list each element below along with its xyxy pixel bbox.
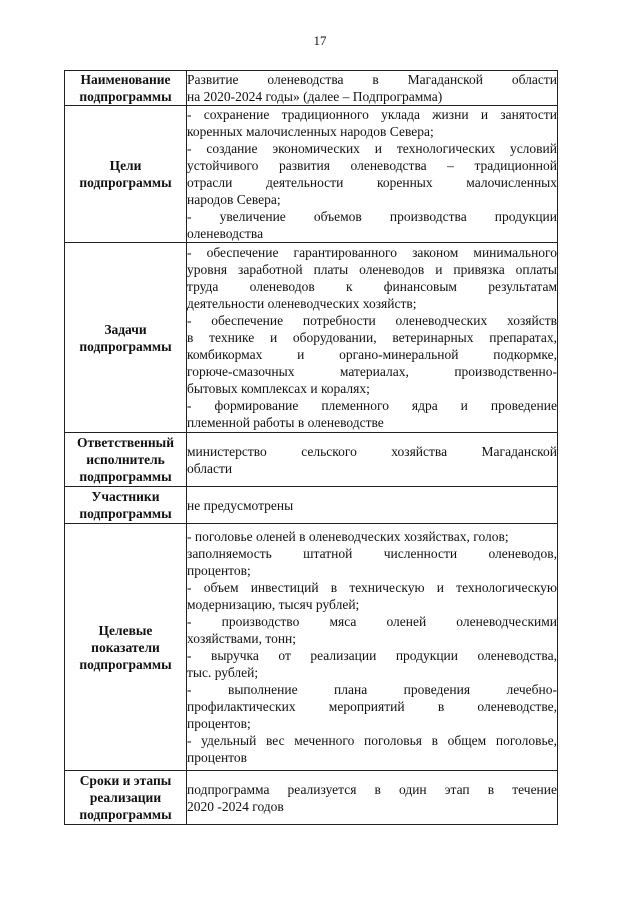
- row-label-line: Участники: [91, 489, 160, 504]
- value-line: - увеличение объемов производства продукции: [187, 209, 557, 224]
- value-line: 2020 -2024 годов: [187, 798, 284, 814]
- value-line: на 2020-2024 годы» (далее – Подпрограмма): [187, 89, 443, 104]
- value-line: процентов;: [187, 563, 251, 578]
- value-line: отрасли деятельности коренных малочисленных: [187, 175, 557, 190]
- value-line: комбикормах и органо-минеральной подкормке,: [187, 347, 557, 362]
- value-line: оленеводства: [187, 226, 264, 241]
- value-line: подпрограмма реализуется в один этап в течение: [187, 781, 557, 797]
- value-line: - удельный вес меченного поголовья в общем поголовье,: [187, 733, 557, 748]
- value-paragraph: [187, 443, 557, 477]
- value-paragraph: [187, 647, 557, 681]
- row-label-line: подпрограммы: [79, 469, 172, 484]
- row-label-line: подпрограммы: [79, 175, 172, 190]
- row-label-line: подпрограммы: [79, 807, 172, 822]
- value-line: - формирование племенного ядра и проведение: [187, 398, 557, 413]
- value-line: тыс. рублей;: [187, 665, 259, 680]
- row-value: [187, 71, 558, 106]
- value-paragraph: [187, 106, 557, 140]
- value-line: бытовых комплексах и коралях;: [187, 381, 370, 396]
- row-value: [187, 487, 558, 524]
- table-row: [65, 524, 558, 771]
- value-line: Развитие оленеводства в Магаданской области: [187, 72, 557, 87]
- row-label-line: подпрограммы: [79, 656, 172, 672]
- value-paragraph: [187, 312, 557, 397]
- row-value: [187, 771, 558, 825]
- value-line: горюче-смазочных материалах, производственно-: [187, 364, 557, 379]
- row-label-line: реализации: [89, 790, 162, 805]
- table-row: [65, 71, 558, 106]
- value-line: области: [187, 460, 233, 476]
- subprogram-passport-table: [64, 70, 558, 825]
- value-paragraph: [187, 397, 557, 431]
- row-label-line: Цели: [109, 158, 142, 173]
- value-line: - поголовье оленей в оленеводческих хозяйствах, голов;: [187, 529, 509, 544]
- value-line: народов Севера;: [187, 192, 281, 207]
- value-line: племенной работы в оленеводстве: [187, 415, 384, 430]
- value-line: деятельности оленеводческих хозяйств;: [187, 296, 417, 311]
- value-line: - производство мяса оленей оленеводческими: [187, 614, 557, 629]
- row-label-line: Задачи: [104, 321, 147, 337]
- value-line: - объем инвестиций в техническую и технологическую: [187, 580, 557, 595]
- value-paragraph: [187, 545, 557, 579]
- value-paragraph: [187, 497, 557, 514]
- value-line: - создание экономических и технологических условий: [187, 141, 557, 156]
- value-line: - обеспечение гарантированного законом минимального: [187, 245, 557, 260]
- value-line: модернизацию, тысяч рублей;: [187, 597, 360, 612]
- page-number: 17: [313, 33, 327, 48]
- row-label-line: подпрограммы: [79, 338, 172, 354]
- value-line: - сохранение традиционного уклада жизни и занятости: [187, 107, 557, 122]
- row-label-line: Наименование: [80, 72, 171, 87]
- row-value: [187, 106, 558, 243]
- table-row: [65, 433, 558, 487]
- row-label: [65, 433, 187, 487]
- value-line: министерство сельского хозяйства Магаданской: [187, 443, 557, 459]
- row-label: [65, 243, 187, 433]
- row-value: [187, 243, 558, 433]
- value-paragraph: [187, 781, 557, 815]
- value-line: процентов;: [187, 716, 251, 731]
- value-paragraph: [187, 579, 557, 613]
- value-line: - обеспечение потребности оленеводческих хозяйств: [187, 313, 557, 328]
- row-label-line: исполнитель: [86, 452, 165, 467]
- value-line: - выполнение плана проведения лечебно-: [187, 682, 557, 697]
- row-label: [65, 71, 187, 106]
- value-paragraph: [187, 681, 557, 732]
- value-line: профилактических мероприятий в оленеводстве,: [187, 699, 557, 714]
- table-row: [65, 487, 558, 524]
- value-paragraph: [187, 732, 557, 766]
- value-line: коренных малочисленных народов Севера;: [187, 124, 434, 139]
- row-label: [65, 524, 187, 771]
- value-line: в технике и оборудовании, ветеринарных препаратах,: [187, 330, 557, 345]
- value-line: процентов: [187, 750, 248, 765]
- value-paragraph: [187, 528, 557, 545]
- value-paragraph: [187, 613, 557, 647]
- value-line: устойчивого развития оленеводства – традиционной: [187, 158, 557, 173]
- value-paragraph: [187, 208, 557, 242]
- value-paragraph: [187, 244, 557, 312]
- value-line: не предусмотрены: [187, 497, 294, 513]
- row-label-line: показатели: [91, 639, 160, 655]
- row-label-line: Сроки и этапы: [79, 773, 172, 788]
- row-label-line: подпрограммы: [79, 506, 172, 521]
- row-value: [187, 524, 558, 771]
- table-row: [65, 243, 558, 433]
- row-label: [65, 771, 187, 825]
- value-line: заполняемость штатной численности оленеводов,: [187, 546, 557, 561]
- row-label: [65, 106, 187, 243]
- value-line: хозяйствами, тонн;: [187, 631, 297, 646]
- row-value: [187, 433, 558, 487]
- table-row: [65, 771, 558, 825]
- row-label-line: Ответственный: [77, 435, 174, 450]
- table-row: [65, 106, 558, 243]
- value-paragraph: [187, 140, 557, 208]
- row-label-line: подпрограммы: [79, 89, 172, 104]
- value-paragraph: [187, 71, 557, 105]
- value-line: уровня заработной платы оленеводов и привязка оплаты: [187, 262, 557, 277]
- row-label: [65, 487, 187, 524]
- value-line: - выручка от реализации продукции оленеводства,: [187, 648, 557, 663]
- row-label-line: Целевые: [98, 622, 153, 638]
- value-line: труда оленеводов к финансовым результатам: [187, 279, 557, 294]
